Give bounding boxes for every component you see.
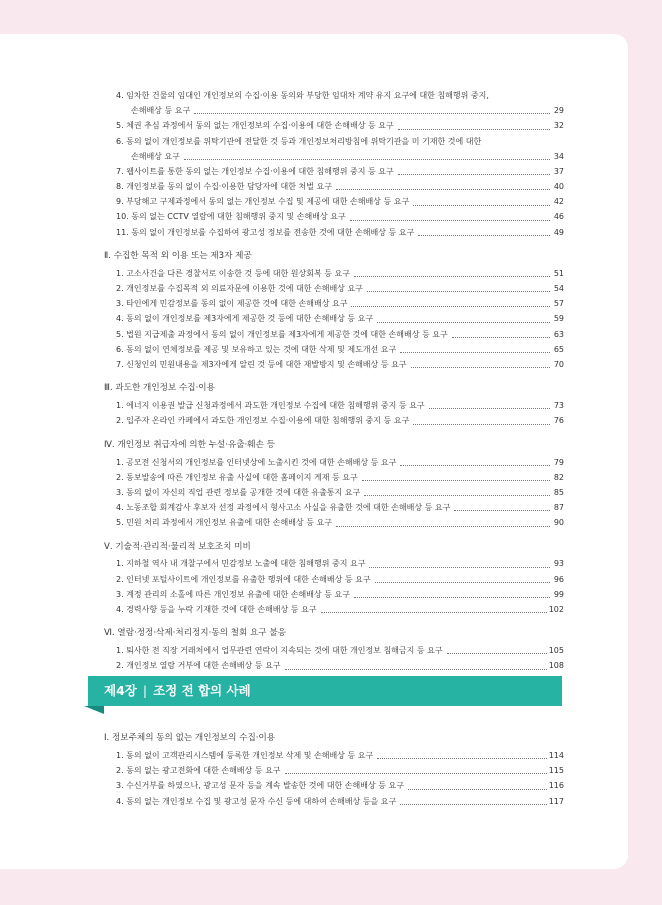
leader-dots <box>364 495 550 496</box>
page-number: 49 <box>553 227 564 237</box>
page-number: 105 <box>548 646 564 656</box>
leader-dots <box>400 465 550 466</box>
toc-item[interactable]: 2. 개인정보 열람 거부에 대한 손해배상 등 요구 108 <box>102 658 564 673</box>
toc-item[interactable]: 4. 동의 없는 개인정보 수집 및 광고성 문자 수신 등에 대하여 손해배상 등을 요구 117 <box>102 794 564 809</box>
toc-item[interactable]: 4. 동의 없이 개인정보를 제3자에게 제공한 것 등에 대한 손해배상 등 요구 59 <box>102 311 564 326</box>
page-number: 117 <box>548 796 564 806</box>
page-number: 29 <box>553 106 564 116</box>
leader-dots <box>351 306 550 307</box>
chapter-title <box>104 676 251 706</box>
leader-dots <box>354 597 550 598</box>
chapter-banner <box>88 676 562 706</box>
leader-dots <box>367 291 550 292</box>
page-number: 115 <box>548 766 564 776</box>
leader-dots <box>362 480 550 481</box>
toc-item[interactable]: 1. 고소사건을 다른 경찰서로 이송한 것 등에 대한 원상회복 등 요구 51 <box>102 266 564 281</box>
toc-content <box>102 88 564 674</box>
leader-dots <box>336 189 550 190</box>
toc-item[interactable]: 10. 동의 없는 CCTV 열람에 대한 침해행위 중지 및 손해배상 요구 46 <box>102 210 564 225</box>
page-number: 46 <box>553 212 564 222</box>
toc-item[interactable]: 1. 퇴사한 전 직장 거래처에서 업무관련 연락이 지속되는 것에 대한 개인정보 침해금지 등 요구 105 <box>102 643 564 658</box>
leader-dots <box>194 113 550 114</box>
toc-item[interactable]: 8. 개인정보를 동의 없이 수집·이용한 담당자에 대한 처벌 요구 40 <box>102 179 564 194</box>
leader-dots <box>377 758 547 759</box>
leader-dots <box>354 276 550 277</box>
toc-item[interactable]: 2. 입주자 온라인 카페에서 과도한 개인정보 수집·이용에 대한 침해행위 중지 등 요구 76 <box>102 413 564 428</box>
leader-dots <box>285 773 547 774</box>
toc-item[interactable]: 3. 계정 관리의 소홀에 따른 개인정보 유출에 대한 손해배상 등 요구 99 <box>102 587 564 602</box>
page-number: 79 <box>553 457 564 467</box>
toc-item[interactable]: 3. 타인에게 민감정보를 동의 없이 제공한 것에 대한 손해배상 요구 57 <box>102 296 564 311</box>
leader-dots <box>350 220 550 221</box>
leader-dots <box>184 159 550 160</box>
section-heading: Ⅴ. 기술적·관리적·물리적 보호조치 미비 <box>104 541 251 552</box>
leader-dots <box>429 408 550 409</box>
leader-dots <box>400 352 550 353</box>
section-heading: Ⅱ. 수집한 목적 외 이용 또는 제3자 제공 <box>104 250 252 261</box>
leader-dots <box>408 789 547 790</box>
toc-item[interactable]: 3. 수신거부를 하였으나, 광고성 문자 등을 계속 발송한 것에 대한 손해배상 등 요구 116 <box>102 778 564 793</box>
leader-dots <box>369 567 550 568</box>
toc-item[interactable]: 5. 법원 지급제출 과정에서 동의 없이 개인정보를 제3자에게 제공한 것에 대한 손해배상 등 요구 63 <box>102 327 564 342</box>
toc-item[interactable]: 2. 인터넷 포털사이트에 개인정보를 유출한 행위에 대한 손해배상 등 요구 96 <box>102 572 564 587</box>
leader-dots <box>413 205 550 206</box>
page-number: 40 <box>553 182 564 192</box>
toc-item[interactable]: 5. 체권 추심 과정에서 동의 없는 개인정보의 수집·이용에 대한 손해배상 등 요구 32 <box>102 118 564 133</box>
toc-item[interactable]: 4. 경력사항 등을 누락 기재한 것에 대한 손해배상 등 요구 102 <box>102 602 564 617</box>
leader-dots <box>285 669 547 670</box>
section-heading: Ⅵ. 열람·정정·삭제·처리정지·동의 철회 요구 불응 <box>104 628 286 639</box>
toc-item[interactable]: 2. 개인정보를 수집목적 외 의료자문에 이용한 것에 대한 손해배상 요구 54 <box>102 281 564 296</box>
leader-dots <box>398 174 550 175</box>
toc-item[interactable]: 5. 민원 처리 과정에서 개인정보 유출에 대한 손해배상 등 요구 90 <box>102 515 564 530</box>
page-number: 57 <box>553 299 564 309</box>
page-number: 34 <box>553 151 564 161</box>
toc-item-cont[interactable]: 손해배상 등 요구 29 <box>102 103 564 118</box>
chapter-number: 제4장 <box>104 683 137 698</box>
page-number: 99 <box>553 589 564 599</box>
toc-item[interactable]: 4. 노동조합 회계감사 후보자 선정 과정에서 형사고소 사실을 유출한 것에 대한 손해배상 등 요구 87 <box>102 500 564 515</box>
page-number: 42 <box>553 197 564 207</box>
page-number: 116 <box>548 781 564 791</box>
page-number: 85 <box>553 487 564 497</box>
page-number: 59 <box>553 314 564 324</box>
section-heading: Ⅰ. 정보주체의 동의 없는 개인정보의 수집·이용 <box>104 733 276 743</box>
toc-item[interactable]: 1. 공모전 신청서의 개인정보를 인터넷상에 노출시킨 것에 대한 손해배상 등 요구 79 <box>102 455 564 470</box>
chapter-separator: | <box>142 683 148 698</box>
page-number: 87 <box>553 503 564 513</box>
leader-dots <box>336 526 550 527</box>
toc-item[interactable]: 1. 에너지 이용권 발급 신청과정에서 과도한 개인정보 수집에 대한 침해행위 중지 등 요구 73 <box>102 398 564 413</box>
leader-dots <box>400 804 546 805</box>
chapter-name: 조정 전 합의 사례 <box>153 683 251 698</box>
leader-dots <box>418 235 550 236</box>
page-number: 82 <box>553 472 564 482</box>
page-number: 51 <box>553 268 564 278</box>
page-number: 63 <box>553 329 564 339</box>
section-heading: Ⅳ. 개인정보 취급자에 의한 누설·유출·훼손 등 <box>104 439 275 450</box>
leader-dots <box>447 653 547 654</box>
page-number: 65 <box>553 344 564 354</box>
chapter-toc-content <box>102 722 564 809</box>
toc-item[interactable]: 7. 웹사이트를 통한 동의 없는 개인정보 수집·이용에 대한 침해행위 중지 등 요구 37 <box>102 164 564 179</box>
toc-item[interactable]: 4. 임차한 건물의 임대인 개인정보의 수집·이용 동의와 부당한 임대차 계약 유지 요구에 대한 침해행위 중지, <box>116 90 489 100</box>
leader-dots <box>321 612 547 613</box>
leader-dots <box>454 510 550 511</box>
toc-item[interactable]: 1. 지하철 역사 내 개찰구에서 민감정보 노출에 대한 침해행위 중지 요구 93 <box>102 557 564 572</box>
page-number: 102 <box>548 605 564 615</box>
page-number: 108 <box>548 661 564 671</box>
page-number: 73 <box>553 401 564 411</box>
leader-dots <box>377 322 550 323</box>
page-number: 54 <box>553 284 564 294</box>
page-number: 70 <box>553 359 564 369</box>
page-number: 90 <box>553 518 564 528</box>
toc-item[interactable]: 2. 동의 없는 광고전화에 대한 손해배상 등 요구 115 <box>102 763 564 778</box>
leader-dots <box>375 582 550 583</box>
leader-dots <box>398 129 550 130</box>
page-number: 76 <box>553 416 564 426</box>
page-number: 93 <box>553 559 564 569</box>
section-heading: Ⅲ. 과도한 개인정보 수집·이용 <box>104 383 215 394</box>
toc-item-cont[interactable]: 손해배상 요구 34 <box>102 149 564 164</box>
page-number: 37 <box>553 166 564 176</box>
toc-item[interactable]: 6. 동의 없이 개인정보를 위탁기관에 전달한 것 등과 개인정보처리방침에 위탁기관을 미 기재한 것에 대한 <box>116 136 482 146</box>
page-number: 114 <box>548 750 564 760</box>
toc-item[interactable]: 2. 동보발송에 따른 개인정보 유출 사실에 대한 홈페이지 게재 등 요구 82 <box>102 470 564 485</box>
toc-item[interactable]: 11. 동의 없이 개인정보를 수집하여 광고성 정보를 전송한 것에 대한 손해배상 등 요구 49 <box>102 225 564 240</box>
page-number: 96 <box>553 574 564 584</box>
leader-dots <box>452 337 550 338</box>
leader-dots <box>411 367 550 368</box>
leader-dots <box>413 424 550 425</box>
page-number: 32 <box>553 121 564 131</box>
toc-item[interactable]: 3. 동의 없이 자신의 직업 관련 정보를 공개한 것에 대한 유출통지 요구 85 <box>102 485 564 500</box>
toc-item[interactable]: 1. 동의 없이 고객관리시스템에 등록한 개인정보 삭제 및 손해배상 등 요구 114 <box>102 748 564 763</box>
toc-item[interactable]: 9. 부당해고 구제과정에서 동의 없는 개인정보 수집 및 제공에 대한 손해배상 등 요구 42 <box>102 194 564 209</box>
toc-item[interactable]: 7. 신청인의 민원내용을 제3자에게 알린 것 등에 대한 재발방지 및 손해배상 등 요구 70 <box>102 357 564 372</box>
toc-item[interactable]: 6. 동의 없이 연체정보를 제공 및 보유하고 있는 것에 대한 삭제 및 제도개선 요구 65 <box>102 342 564 357</box>
